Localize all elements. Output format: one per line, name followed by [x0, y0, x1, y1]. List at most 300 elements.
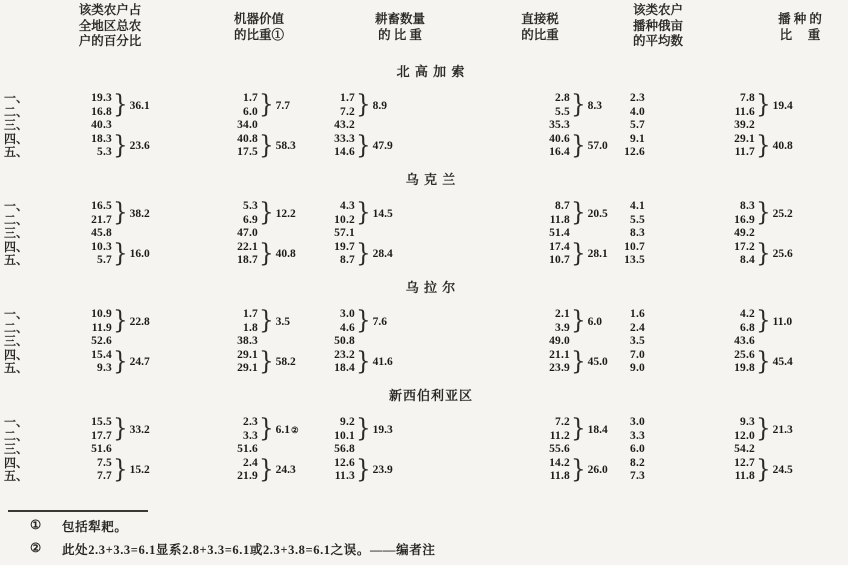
cell-value: 15.5 [91, 415, 112, 428]
cell-value: 39.2 [734, 119, 755, 132]
brace-glyph: } [113, 131, 128, 160]
cell-value: 51.6 [91, 443, 112, 456]
brace-glyph: } [756, 131, 771, 160]
region-title: 北 高 加 索 [396, 64, 466, 79]
pair-sum-cell [112, 443, 160, 457]
pair-sum-cell [355, 200, 403, 227]
pair-sum-cell [355, 227, 403, 241]
row-label: 四、 [4, 347, 29, 362]
cell-value: 51.4 [549, 227, 570, 240]
pair-sum-cell [355, 119, 403, 133]
pair-sum-value: 6.0 [587, 315, 603, 328]
row-label-cell [0, 416, 34, 443]
cell-value: 9.0 [630, 362, 645, 375]
row-label: 二、 [4, 104, 29, 119]
cell-value: 4.1 [630, 199, 645, 212]
pair-sum-value: 33.2 [129, 423, 150, 436]
value-cell [34, 335, 112, 349]
table-band [0, 119, 848, 133]
row-label-cell [0, 349, 34, 376]
pair-sum-cell [355, 349, 403, 376]
pair-sum-cell [258, 443, 306, 457]
footnote-2-marker: ② [30, 541, 42, 555]
cell-value: 16.8 [91, 105, 112, 118]
cell-value: 22.1 [237, 240, 258, 253]
brace-glyph: } [756, 414, 771, 443]
cell-value: 23.9 [549, 362, 570, 375]
value-cell [160, 335, 258, 349]
cell-value: 9.1 [630, 132, 645, 145]
pair-sum-cell [112, 133, 160, 160]
pair-sum-cell [355, 416, 403, 443]
value-cell [610, 308, 645, 335]
pair-sum-cell [755, 92, 848, 119]
cell-value: 7.2 [555, 415, 570, 428]
brace-glyph: } [571, 131, 586, 160]
row-label-cell [0, 200, 34, 227]
cell-value: 6.8 [740, 321, 755, 334]
column-header-line: 的平均数 [632, 34, 684, 48]
value-cell [645, 92, 755, 119]
row-label: 二、 [4, 212, 29, 227]
cell-value: 6.9 [243, 213, 258, 226]
row-label: 一、 [4, 306, 29, 321]
value-cell [160, 92, 258, 119]
cell-value: 51.6 [237, 443, 258, 456]
value-cell [34, 308, 112, 335]
value-cell [160, 457, 258, 484]
cell-value: 11.7 [734, 146, 755, 159]
cell-value: 2.1 [555, 307, 570, 320]
row-label: 五、 [4, 469, 29, 484]
value-cell [403, 308, 570, 335]
cell-value: 12.7 [734, 456, 755, 469]
row-label: 一、 [4, 91, 29, 105]
brace-glyph: } [756, 455, 771, 484]
pair-sum-cell [258, 92, 306, 119]
pair-sum-cell [570, 308, 610, 335]
value-cell [645, 241, 755, 268]
value-cell [160, 241, 258, 268]
value-cell [610, 349, 645, 376]
pair-sum-cell: } 6.1 ② [259, 414, 299, 443]
table-band [0, 241, 848, 268]
cell-value: 47.0 [237, 227, 258, 240]
pair-sum-cell [570, 241, 610, 268]
pair-sum-value: 16.0 [129, 248, 150, 261]
cell-value: 57.1 [334, 227, 355, 240]
cell-value: 3.9 [555, 321, 570, 334]
value-cell [34, 457, 112, 484]
value-cell [645, 200, 755, 227]
pair-sum-value: 47.9 [372, 140, 393, 153]
pair-sum-cell [355, 241, 403, 268]
brace-glyph: } [356, 131, 371, 160]
pair-sum-value: 45.4 [772, 356, 793, 369]
pair-sum-value: 3.5 [275, 315, 291, 328]
pair-sum-cell [570, 119, 610, 133]
row-label: 一、 [4, 414, 29, 429]
table-band [0, 308, 848, 335]
brace-glyph: } [259, 239, 274, 268]
pair-sum-value: 22.8 [129, 315, 150, 328]
value-cell [403, 119, 570, 133]
cell-value: 19.7 [334, 240, 355, 253]
brace-glyph: } [259, 414, 274, 443]
value-cell [645, 443, 755, 457]
pair-sum-value: 19.3 [372, 423, 393, 436]
value-cell [34, 443, 112, 457]
column-header-line: 比 重 [779, 27, 821, 42]
cell-value: 12.6 [334, 456, 355, 469]
row-label: 三、 [4, 226, 29, 241]
pair-sum-cell [258, 200, 306, 227]
footnote-1-text: 包括犁耙。 [62, 520, 128, 534]
cell-value: 29.1 [237, 348, 258, 361]
table-band [0, 200, 848, 227]
value-cell [160, 443, 258, 457]
value-cell [34, 133, 112, 160]
value-cell [645, 335, 755, 349]
pair-sum-cell [755, 227, 848, 241]
value-cell [610, 335, 645, 349]
cell-value: 10.1 [334, 429, 355, 442]
brace-glyph: } [113, 414, 128, 443]
footnote-2-text: 此处2.3+3.3=6.1显系2.8+3.3=6.1或2.3+3.8=6.1之误。——编者注 [62, 543, 436, 557]
value-cell [403, 92, 570, 119]
pair-sum-cell [112, 416, 160, 443]
value-cell [306, 416, 355, 443]
pair-sum-cell [570, 92, 610, 119]
cell-value: 29.1 [237, 362, 258, 375]
pair-sum-value: 28.4 [372, 248, 393, 261]
row-label: 三、 [4, 442, 29, 457]
cell-value: 8.3 [740, 199, 755, 212]
cell-value: 40.8 [237, 132, 258, 145]
cell-value: 11.8 [734, 470, 755, 483]
table-body [0, 58, 848, 496]
cell-value: 7.0 [630, 348, 645, 361]
row-label-cell [0, 457, 34, 484]
value-cell [160, 227, 258, 241]
pair-sum-value: 24.3 [275, 464, 296, 477]
value-cell [306, 443, 355, 457]
pair-sum-cell [258, 308, 306, 335]
pair-sum-cell [570, 349, 610, 376]
cell-value: 35.3 [549, 119, 570, 132]
cell-value: 7.5 [97, 456, 112, 469]
cell-value: 19.8 [734, 362, 755, 375]
cell-value: 5.7 [630, 119, 645, 132]
brace-glyph: } [571, 455, 586, 484]
region-section [0, 172, 848, 268]
pair-sum-cell [355, 92, 403, 119]
brace-glyph: } [113, 91, 128, 120]
pair-sum-cell [112, 457, 160, 484]
pair-sum-value: 40.8 [275, 248, 296, 261]
cell-value: 2.3 [243, 415, 258, 428]
value-cell [645, 308, 755, 335]
pair-sum-value: 41.6 [372, 356, 393, 369]
brace-glyph: } [356, 414, 371, 443]
pair-sum-cell [355, 443, 403, 457]
pair-sum-cell [258, 241, 306, 268]
cell-value: 21.9 [237, 470, 258, 483]
cell-value: 5.3 [243, 199, 258, 212]
cell-value: 5.7 [97, 254, 112, 267]
row-label: 五、 [4, 145, 29, 160]
row-label-cell [0, 92, 34, 119]
footnote-1-marker: ① [30, 518, 42, 532]
cell-value: 11.8 [549, 470, 570, 483]
row-label: 四、 [4, 455, 29, 470]
row-label-cell [0, 335, 34, 349]
brace-glyph: } [113, 239, 128, 268]
brace-glyph: } [571, 198, 586, 228]
cell-value: 5.5 [630, 213, 645, 226]
value-cell [160, 119, 258, 133]
pair-sum-cell [755, 443, 848, 457]
value-cell [645, 416, 755, 443]
cell-value: 5.3 [97, 146, 112, 159]
pair-sum-cell [258, 119, 306, 133]
brace-glyph: } [356, 306, 371, 336]
value-cell [645, 457, 755, 484]
brace-glyph: } [756, 91, 771, 120]
cell-value: 8.7 [555, 199, 570, 212]
value-cell [34, 227, 112, 241]
brace-glyph: } [113, 198, 128, 228]
value-cell [645, 227, 755, 241]
value-cell [306, 308, 355, 335]
pair-sum-value: 14.5 [372, 207, 393, 220]
cell-value: 6.0 [243, 105, 258, 118]
table-band [0, 227, 848, 241]
pair-sum-value: 57.0 [587, 140, 608, 153]
value-cell [34, 200, 112, 227]
pair-sum-cell [755, 241, 848, 268]
column-header [778, 12, 822, 43]
cell-value: 1.6 [630, 307, 645, 320]
cell-value: 15.4 [91, 348, 112, 361]
column-header-line: 该类农户 [632, 3, 684, 17]
brace-glyph: } [571, 347, 586, 376]
pair-sum-cell [570, 443, 610, 457]
pair-sum-value: 8.3 [587, 99, 603, 112]
cell-value: 17.2 [734, 240, 755, 253]
pair-sum-value: 19.4 [772, 99, 793, 112]
brace-glyph: } [259, 131, 274, 160]
pair-sum-cell [755, 335, 848, 349]
cell-value: 40.6 [549, 132, 570, 145]
cell-value: 2.4 [243, 456, 258, 469]
brace-glyph: } [356, 198, 371, 228]
cell-value: 9.3 [97, 362, 112, 375]
brace-glyph: } [356, 347, 371, 376]
pair-sum-value: 15.2 [129, 464, 150, 477]
value-cell [610, 92, 645, 119]
column-header-line: 的比重 [521, 27, 559, 42]
value-cell [403, 349, 570, 376]
pair-sum-value: 18.4 [587, 423, 608, 436]
pair-sum-cell [258, 133, 306, 160]
value-cell [160, 200, 258, 227]
cell-value: 40.3 [91, 119, 112, 132]
cell-value: 17.4 [549, 240, 570, 253]
cell-value: 21.1 [549, 348, 570, 361]
value-cell [610, 227, 645, 241]
cell-value: 13.5 [624, 254, 645, 267]
brace-glyph: } [113, 455, 128, 484]
pair-sum-value: 58.2 [275, 356, 296, 369]
cell-value: 1.7 [243, 307, 258, 320]
column-header-line: 的 比 重 [378, 27, 422, 42]
value-cell [403, 416, 570, 443]
cell-value: 10.7 [624, 240, 645, 253]
value-cell [645, 133, 755, 160]
pair-sum-cell [755, 416, 848, 443]
cell-value: 9.2 [340, 415, 355, 428]
pair-sum-cell [355, 133, 403, 160]
row-label-cell [0, 443, 34, 457]
pair-sum-cell [755, 200, 848, 227]
value-cell [306, 119, 355, 133]
column-header-line: 该类农户占 [78, 3, 142, 17]
pair-sum-value: 11.0 [772, 315, 793, 328]
row-label: 五、 [4, 361, 29, 376]
pair-sum-value: 28.1 [587, 248, 608, 261]
value-cell [610, 416, 645, 443]
row-label: 五、 [4, 253, 29, 268]
row-label: 三、 [4, 334, 29, 349]
cell-value: 17.7 [91, 429, 112, 442]
cell-value: 19.3 [91, 92, 112, 104]
pair-sum-value: 24.7 [129, 356, 150, 369]
brace-glyph: } [756, 306, 771, 336]
cell-value: 8.2 [630, 456, 645, 469]
pair-sum-value: 36.1 [129, 99, 150, 112]
pair-sum-cell [570, 133, 610, 160]
cell-value: 3.0 [630, 415, 645, 428]
table-band [0, 416, 848, 443]
cell-value: 33.3 [334, 132, 355, 145]
column-header [375, 12, 425, 43]
cell-value: 8.7 [340, 254, 355, 267]
brace-glyph: } [571, 414, 586, 443]
pair-sum-cell [570, 335, 610, 349]
brace-glyph: } [259, 91, 274, 120]
pair-sum-cell [112, 241, 160, 268]
value-cell [306, 457, 355, 484]
row-label: 一、 [4, 198, 29, 213]
column-header-line: 耕畜数量 [374, 12, 426, 26]
cell-value: 3.3 [243, 429, 258, 442]
region-section [0, 64, 848, 160]
region-section [0, 388, 848, 484]
cell-value: 17.5 [237, 146, 258, 159]
pair-sum-value: 23.6 [129, 140, 150, 153]
brace-glyph: } [259, 198, 274, 228]
row-label: 三、 [4, 118, 29, 133]
pair-sum-value: 21.3 [772, 423, 793, 436]
brace-glyph: } [259, 455, 274, 484]
pair-sum-value: 25.2 [772, 207, 793, 220]
value-cell [34, 416, 112, 443]
brace-glyph: } [113, 347, 128, 376]
column-header [79, 3, 142, 50]
cell-value: 10.3 [91, 240, 112, 253]
pair-sum-cell [355, 457, 403, 484]
pair-sum-value: 23.9 [372, 464, 393, 477]
cell-value: 25.6 [734, 348, 755, 361]
value-cell [403, 227, 570, 241]
cell-value: 49.2 [734, 227, 755, 240]
column-header-line: 户的百分比 [78, 34, 142, 48]
cell-value: 11.3 [334, 470, 355, 483]
pair-sum-cell [755, 308, 848, 335]
pair-sum-cell [258, 335, 306, 349]
value-cell [610, 443, 645, 457]
cell-value: 2.3 [630, 92, 645, 104]
value-cell [160, 133, 258, 160]
value-cell [403, 133, 570, 160]
cell-value: 4.2 [740, 307, 755, 320]
row-label: 四、 [4, 239, 29, 254]
cell-value: 4.6 [340, 321, 355, 334]
cell-value: 56.8 [334, 443, 355, 456]
brace-glyph: } [756, 239, 771, 268]
table-band [0, 335, 848, 349]
value-cell [306, 133, 355, 160]
value-cell [160, 308, 258, 335]
pair-sum-value: 6.1 [275, 423, 291, 436]
pair-sum-cell [355, 335, 403, 349]
cell-value: 9.3 [740, 415, 755, 428]
brace-glyph: } [259, 347, 274, 376]
value-cell [160, 416, 258, 443]
cell-value: 54.2 [734, 443, 755, 456]
value-cell [403, 335, 570, 349]
pair-sum-cell [112, 119, 160, 133]
pair-sum-value: 8.9 [372, 99, 388, 112]
column-header-line: 全地区总农 [78, 18, 142, 33]
value-cell [160, 349, 258, 376]
region-section [0, 280, 848, 376]
cell-value: 11.2 [549, 429, 570, 442]
table-band [0, 92, 848, 119]
pair-sum-value: 40.8 [772, 140, 793, 153]
cell-value: 1.7 [340, 92, 355, 104]
value-cell [610, 119, 645, 133]
brace-glyph: } [356, 91, 371, 120]
cell-value: 18.3 [91, 132, 112, 145]
cell-value: 10.7 [549, 254, 570, 267]
table-band [0, 457, 848, 484]
column-header-line: 的比重① [233, 27, 285, 42]
pair-sum-value: 12.2 [275, 207, 296, 220]
pair-sum-value: 26.0 [587, 464, 608, 477]
cell-value: 8.4 [740, 254, 755, 267]
region-title: 乌 拉 尔 [405, 279, 457, 295]
cell-value: 8.3 [630, 227, 645, 240]
pair-sum-cell [570, 457, 610, 484]
column-header-line: 直接税 [521, 12, 559, 26]
value-cell [306, 335, 355, 349]
cell-value: 2.8 [555, 92, 570, 104]
cell-value: 49.0 [549, 335, 570, 348]
cell-value: 21.7 [91, 213, 112, 226]
pair-sum-value: 58.3 [275, 140, 296, 153]
